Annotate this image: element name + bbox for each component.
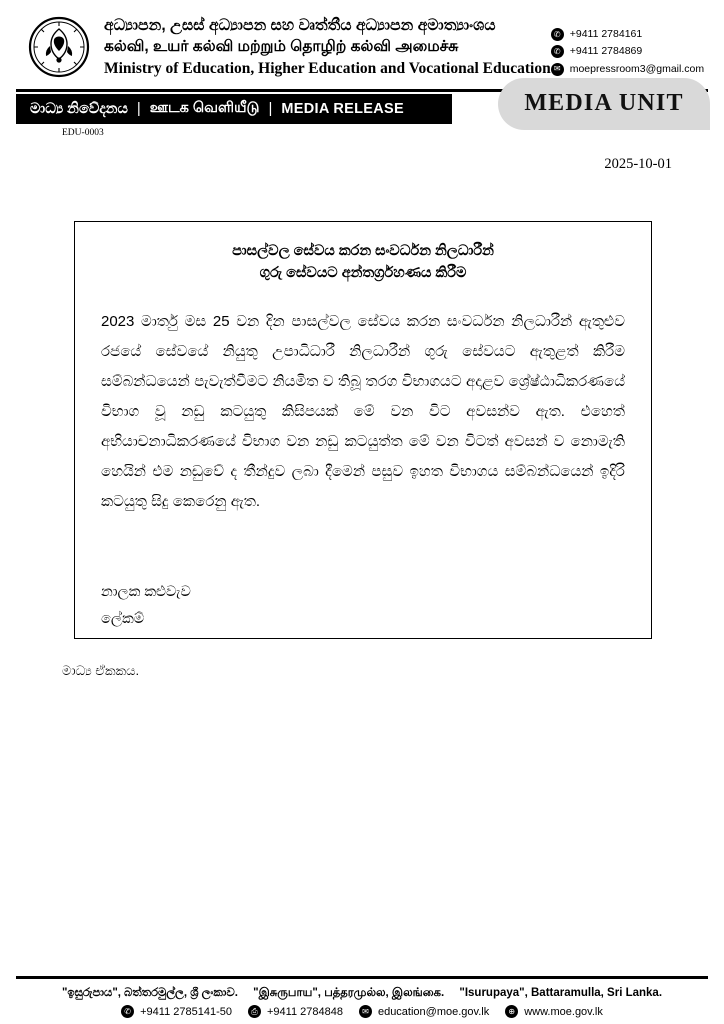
signature-block (101, 579, 625, 633)
media-unit-badge: MEDIA UNIT (498, 78, 710, 130)
media-unit-note: මාධ්‍ය ඒකකය. (62, 663, 140, 678)
footer-email (359, 1005, 489, 1018)
media-release-label-sinhala: මාධ්‍ය නිවේදනය (30, 100, 128, 117)
footer-contacts (0, 1005, 724, 1018)
ministry-name-tamil: கல்வி, உயர் கல்வி மற்றும் தொழிற் கல்வி அமைச்சு (104, 38, 459, 56)
footer-website-value: www.moe.gov.lk (524, 1005, 603, 1018)
footer-address-tamil: "இசுருபாய", பத்தரமுல்ல, இலங்கை. (253, 986, 445, 999)
document-date: 2025-10-01 (604, 155, 672, 172)
footer-address (0, 985, 724, 1002)
ministry-titles (104, 16, 551, 79)
media-release-label-english: MEDIA RELEASE (281, 100, 404, 117)
release-title (101, 240, 625, 285)
email-icon: ✉ (359, 1005, 372, 1018)
footer-fax (248, 1005, 343, 1018)
government-emblem-icon (28, 16, 90, 78)
email-icon: ✉ (551, 63, 564, 76)
ministry-name-sinhala: අධ්‍යාපන, උසස් අධ්‍යාපන සහ වෘත්තීය අධ්‍යාපන අමාත්‍යාංශය (104, 17, 496, 34)
document-code: EDU-0003 (62, 127, 104, 138)
footer-website (505, 1005, 603, 1018)
footer-phone-value: +9411 2785141-50 (140, 1005, 232, 1018)
footer-phone (121, 1005, 232, 1018)
media-release-bar-area (16, 92, 708, 126)
bar-separator-2: | (268, 100, 273, 118)
media-release-label-tamil: ஊடக வெளியீடு (149, 99, 260, 116)
release-paragraph: 2023 මාර්තු මස 25 වන දින පාසල්වල සේවය කරන සංවර්ධන නිලධාරීන් ඇතුළුව රජයේ සේවයේ නියුතු උපාධිධාරී නිලධාරීන් ගුරු සේවයට ඇතුළත් කිරීම සම්බන්ධයෙන් පැවැත්වීමට නියමිත ව තිබූ තරග විභාගයට අදාළව ශ්‍රේෂ්ඨාධිකරණයේ විභාග වූ නඩු කටයුතු කිසිපයක් මේ වන විට අවසන්ව ඇත. එහෙත් අභියාචනාධිකරණයේ විභාග වන නඩු කටයුත්ත මේ වන විටත් අවසන් ව නොමැති හෙයින් එම නඩුවේ ද තීන්දුව ලබා දීමෙන් පසුව ඉහත විභාගය සම්බන්ධයෙන් ඉදිරි කටයුතු සිදු කෙරෙනු ඇත. (101, 312, 625, 510)
footer-fax-value: +9411 2784848 (266, 1005, 343, 1018)
globe-icon: ⊕ (505, 1005, 518, 1018)
release-title-line-1: පාසල්වල සේවය කරන සංවර්ධන නිලධාරීන් (232, 243, 494, 259)
contact-email-value: moepressroom3@gmail.com (569, 62, 705, 75)
contact-phone-2 (551, 43, 704, 60)
signatory-name: නාලක කළුවැව (101, 583, 191, 600)
printer-icon: ⎙ (248, 1005, 261, 1018)
footer-address-sinhala: "ඉසුරුපාය", බත්තරමුල්ල, ශ්‍රී ලංකාව. (61, 986, 238, 999)
phone-icon: ✆ (551, 28, 564, 41)
phone-icon: ✆ (551, 45, 564, 58)
document-footer (0, 976, 724, 1018)
footer-divider (16, 976, 708, 979)
release-title-line-2: ගුරු සේවයට අන්තර්ග්‍රහණය කිරීම (259, 265, 467, 282)
release-content-box (74, 221, 652, 639)
media-release-bar (16, 94, 452, 124)
header-contacts (551, 26, 704, 78)
ministry-name-english: Ministry of Education, Higher Education and Vocational Education (104, 60, 551, 78)
phone-icon: ✆ (121, 1005, 134, 1018)
contact-phone-1-value: +9411 2784161 (569, 28, 643, 40)
contact-phone-2-value: +9411 2784869 (569, 45, 643, 58)
contact-email (551, 61, 704, 78)
footer-address-english: "Isurupaya", Battaramulla, Sri Lanka. (459, 986, 663, 999)
document-header (0, 0, 724, 83)
footer-email-value: education@moe.gov.lk (377, 1005, 490, 1018)
bar-separator-1: | (136, 100, 141, 118)
signatory-title: ලේකම් (101, 610, 145, 627)
contact-phone-1 (551, 26, 704, 43)
